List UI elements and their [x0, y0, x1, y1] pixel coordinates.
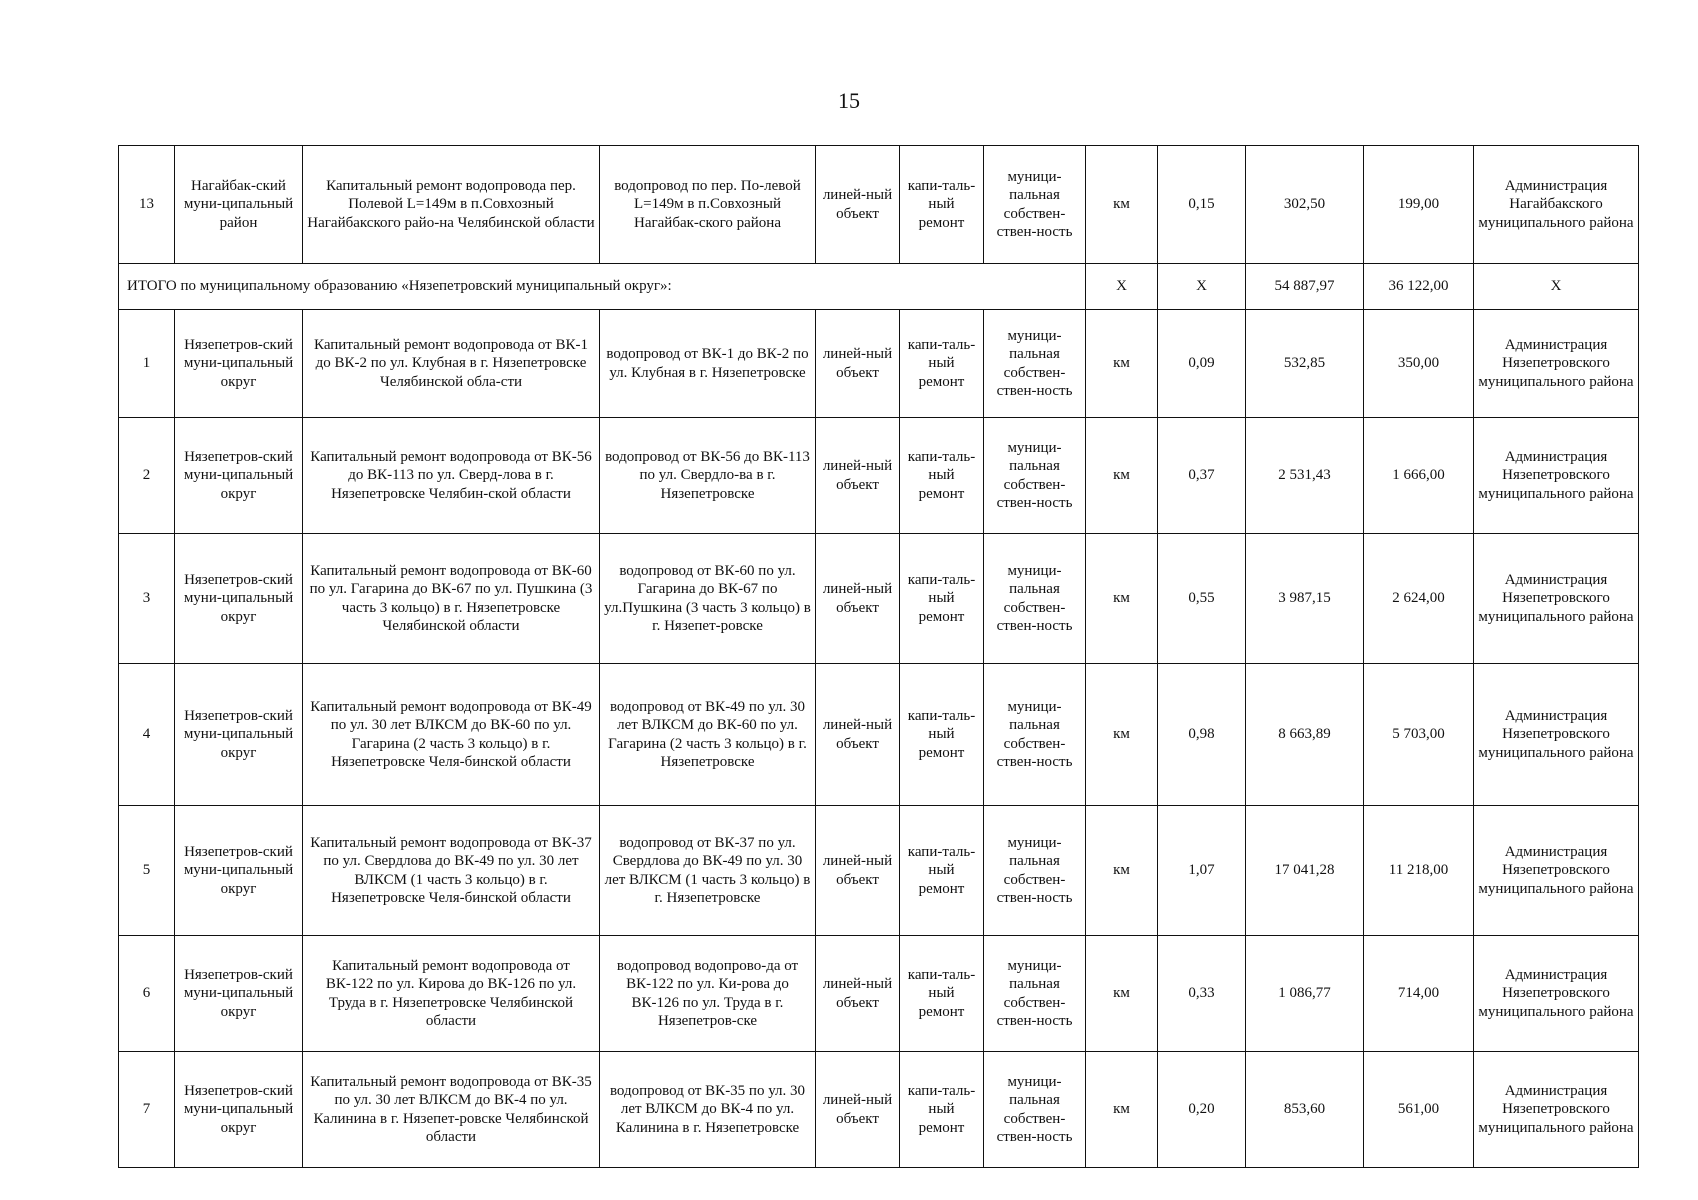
cell-administrator: Администрация Нязепетровского муниципального района: [1474, 806, 1639, 936]
cell-ownership: муници-пальная собствен-ствен-ность: [984, 534, 1086, 664]
cell-administrator: Администрация Нязепетровского муниципального района: [1474, 664, 1639, 806]
table-row: [119, 664, 1639, 806]
table-row: [119, 936, 1639, 1052]
data-table: [118, 145, 1639, 1168]
cell-object-type: линей-ный объект: [816, 1052, 900, 1168]
table-row: [119, 310, 1639, 418]
cell-object: водопровод от ВК-56 до ВК-113 по ул. Свердло-ва в г. Нязепетровске: [600, 418, 816, 534]
cell-unit: км: [1086, 936, 1158, 1052]
cell-num: 2: [119, 418, 175, 534]
cell-object-type: линей-ный объект: [816, 418, 900, 534]
table-row: [119, 534, 1639, 664]
cell-num: 1: [119, 310, 175, 418]
cell-object: водопровод от ВК-1 до ВК-2 по ул. Клубная в г. Нязепетровске: [600, 310, 816, 418]
total-unit: Х: [1086, 264, 1158, 310]
cell-work: Капитальный ремонт водопровода от ВК-37 по ул. Свердлова до ВК-49 по ул. 30 лет ВЛКСМ (1 часть 3 кольцо) в г. Нязепетровске Челя-бинской области: [303, 806, 600, 936]
cell-sum2: 714,00: [1364, 936, 1474, 1052]
cell-object: водопровод от ВК-37 по ул. Свердлова до ВК-49 по ул. 30 лет ВЛКСМ (1 часть 3 кольцо) в г. Нязепетровске: [600, 806, 816, 936]
cell-unit: км: [1086, 146, 1158, 264]
cell-length: 0,37: [1158, 418, 1246, 534]
total-sum1: 54 887,97: [1246, 264, 1364, 310]
cell-object-type: линей-ный объект: [816, 664, 900, 806]
cell-sum1: 2 531,43: [1246, 418, 1364, 534]
cell-work: Капитальный ремонт водопровода от ВК-35 по ул. 30 лет ВЛКСМ до ВК-4 по ул. Калинина в г. Нязепет-ровске Челябинской области: [303, 1052, 600, 1168]
cell-length: 1,07: [1158, 806, 1246, 936]
cell-sum1: 17 041,28: [1246, 806, 1364, 936]
page-number: 15: [838, 88, 860, 113]
total-sum2: 36 122,00: [1364, 264, 1474, 310]
cell-work: Капитальный ремонт водопровода от ВК-122 по ул. Кирова до ВК-126 по ул. Труда в г. Нязепетровске Челябинской области: [303, 936, 600, 1052]
cell-unit: км: [1086, 806, 1158, 936]
cell-administrator: Администрация Нязепетровского муниципального района: [1474, 1052, 1639, 1168]
cell-num: 13: [119, 146, 175, 264]
cell-object: водопровод от ВК-60 по ул. Гагарина до ВК-67 по ул.Пушкина (3 часть 3 кольцо) в г. Нязепет-ровске: [600, 534, 816, 664]
cell-length: 0,09: [1158, 310, 1246, 418]
cell-sum2: 11 218,00: [1364, 806, 1474, 936]
cell-object: водопровод по пер. По-левой L=149м в п.Совхозный Нагайбак-ского района: [600, 146, 816, 264]
total-length: Х: [1158, 264, 1246, 310]
cell-work: Капитальный ремонт водопровода от ВК-60 по ул. Гагарина до ВК-67 по ул. Пушкина (3 часть 3 кольцо) в г. Нязепетровске Челябинской области: [303, 534, 600, 664]
total-label: ИТОГО по муниципальному образованию «Нязепетровский муниципальный округ»:: [119, 264, 1086, 310]
cell-work-type: капи-таль-ный ремонт: [900, 418, 984, 534]
cell-administrator: Администрация Нагайбакского муниципального района: [1474, 146, 1639, 264]
cell-length: 0,33: [1158, 936, 1246, 1052]
cell-length: 0,55: [1158, 534, 1246, 664]
table-row: [119, 418, 1639, 534]
cell-num: 4: [119, 664, 175, 806]
cell-ownership: муници-пальная собствен-ствен-ность: [984, 146, 1086, 264]
cell-object-type: линей-ный объект: [816, 534, 900, 664]
cell-unit: км: [1086, 1052, 1158, 1168]
cell-municipality: Нязепетров-ский муни-ципальный округ: [175, 936, 303, 1052]
cell-num: 7: [119, 1052, 175, 1168]
cell-object: водопровод от ВК-35 по ул. 30 лет ВЛКСМ до ВК-4 по ул. Калинина в г. Нязепетровске: [600, 1052, 816, 1168]
cell-municipality: Нязепетров-ский муни-ципальный округ: [175, 418, 303, 534]
cell-object: водопровод от ВК-49 по ул. 30 лет ВЛКСМ до ВК-60 по ул. Гагарина (2 часть 3 кольцо) в г. Нязепетровске: [600, 664, 816, 806]
cell-object-type: линей-ный объект: [816, 146, 900, 264]
cell-object-type: линей-ный объект: [816, 936, 900, 1052]
cell-work: Капитальный ремонт водопровода пер. Полевой L=149м в п.Совхозный Нагайбакского райо-на Челябинской области: [303, 146, 600, 264]
cell-object: водопровод водопрово-да от ВК-122 по ул. Ки-рова до ВК-126 по ул. Труда в г. Нязепетров-ске: [600, 936, 816, 1052]
cell-unit: км: [1086, 310, 1158, 418]
cell-sum1: 3 987,15: [1246, 534, 1364, 664]
cell-sum2: 5 703,00: [1364, 664, 1474, 806]
cell-sum1: 853,60: [1246, 1052, 1364, 1168]
cell-work-type: капи-таль-ный ремонт: [900, 664, 984, 806]
cell-work-type: капи-таль-ный ремонт: [900, 146, 984, 264]
cell-unit: км: [1086, 664, 1158, 806]
table-body: [119, 146, 1639, 1168]
cell-length: 0,98: [1158, 664, 1246, 806]
cell-municipality: Нязепетров-ский муни-ципальный округ: [175, 534, 303, 664]
cell-ownership: муници-пальная собствен-ствен-ность: [984, 418, 1086, 534]
cell-work-type: капи-таль-ный ремонт: [900, 936, 984, 1052]
cell-unit: км: [1086, 418, 1158, 534]
cell-sum1: 8 663,89: [1246, 664, 1364, 806]
cell-ownership: муници-пальная собствен-ствен-ность: [984, 310, 1086, 418]
cell-sum2: 199,00: [1364, 146, 1474, 264]
cell-object-type: линей-ный объект: [816, 806, 900, 936]
cell-sum2: 2 624,00: [1364, 534, 1474, 664]
cell-sum1: 1 086,77: [1246, 936, 1364, 1052]
cell-sum2: 561,00: [1364, 1052, 1474, 1168]
cell-work: Капитальный ремонт водопровода от ВК-1 до ВК-2 по ул. Клубная в г. Нязепетровске Челябинской обла-сти: [303, 310, 600, 418]
cell-sum2: 1 666,00: [1364, 418, 1474, 534]
cell-num: 6: [119, 936, 175, 1052]
cell-object-type: линей-ный объект: [816, 310, 900, 418]
cell-ownership: муници-пальная собствен-ствен-ность: [984, 936, 1086, 1052]
total-row: [119, 264, 1639, 310]
cell-administrator: Администрация Нязепетровского муниципального района: [1474, 936, 1639, 1052]
cell-work-type: капи-таль-ный ремонт: [900, 1052, 984, 1168]
cell-administrator: Администрация Нязепетровского муниципального района: [1474, 310, 1639, 418]
cell-ownership: муници-пальная собствен-ствен-ность: [984, 806, 1086, 936]
cell-num: 3: [119, 534, 175, 664]
cell-sum1: 302,50: [1246, 146, 1364, 264]
cell-num: 5: [119, 806, 175, 936]
cell-length: 0,15: [1158, 146, 1246, 264]
cell-work-type: капи-таль-ный ремонт: [900, 310, 984, 418]
table-row: [119, 806, 1639, 936]
cell-municipality: Нязепетров-ский муни-ципальный округ: [175, 806, 303, 936]
total-administrator: Х: [1474, 264, 1639, 310]
cell-work: Капитальный ремонт водопровода от ВК-49 по ул. 30 лет ВЛКСМ до ВК-60 по ул. Гагарина (2 часть 3 кольцо) в г. Нязепетровске Челя-бинской области: [303, 664, 600, 806]
cell-municipality: Нязепетров-ский муни-ципальный округ: [175, 664, 303, 806]
cell-sum1: 532,85: [1246, 310, 1364, 418]
cell-unit: км: [1086, 534, 1158, 664]
cell-sum2: 350,00: [1364, 310, 1474, 418]
cell-ownership: муници-пальная собствен-ствен-ность: [984, 1052, 1086, 1168]
cell-work: Капитальный ремонт водопровода от ВК-56 до ВК-113 по ул. Сверд-лова в г. Нязепетровске Челябин-ской области: [303, 418, 600, 534]
table-row: [119, 146, 1639, 264]
cell-municipality: Нязепетров-ский муни-ципальный округ: [175, 310, 303, 418]
cell-municipality: Нагайбак-ский муни-ципальный район: [175, 146, 303, 264]
cell-municipality: Нязепетров-ский муни-ципальный округ: [175, 1052, 303, 1168]
cell-length: 0,20: [1158, 1052, 1246, 1168]
cell-administrator: Администрация Нязепетровского муниципального района: [1474, 418, 1639, 534]
cell-administrator: Администрация Нязепетровского муниципального района: [1474, 534, 1639, 664]
cell-work-type: капи-таль-ный ремонт: [900, 806, 984, 936]
cell-work-type: капи-таль-ный ремонт: [900, 534, 984, 664]
cell-ownership: муници-пальная собствен-ствен-ность: [984, 664, 1086, 806]
table-row: [119, 1052, 1639, 1168]
